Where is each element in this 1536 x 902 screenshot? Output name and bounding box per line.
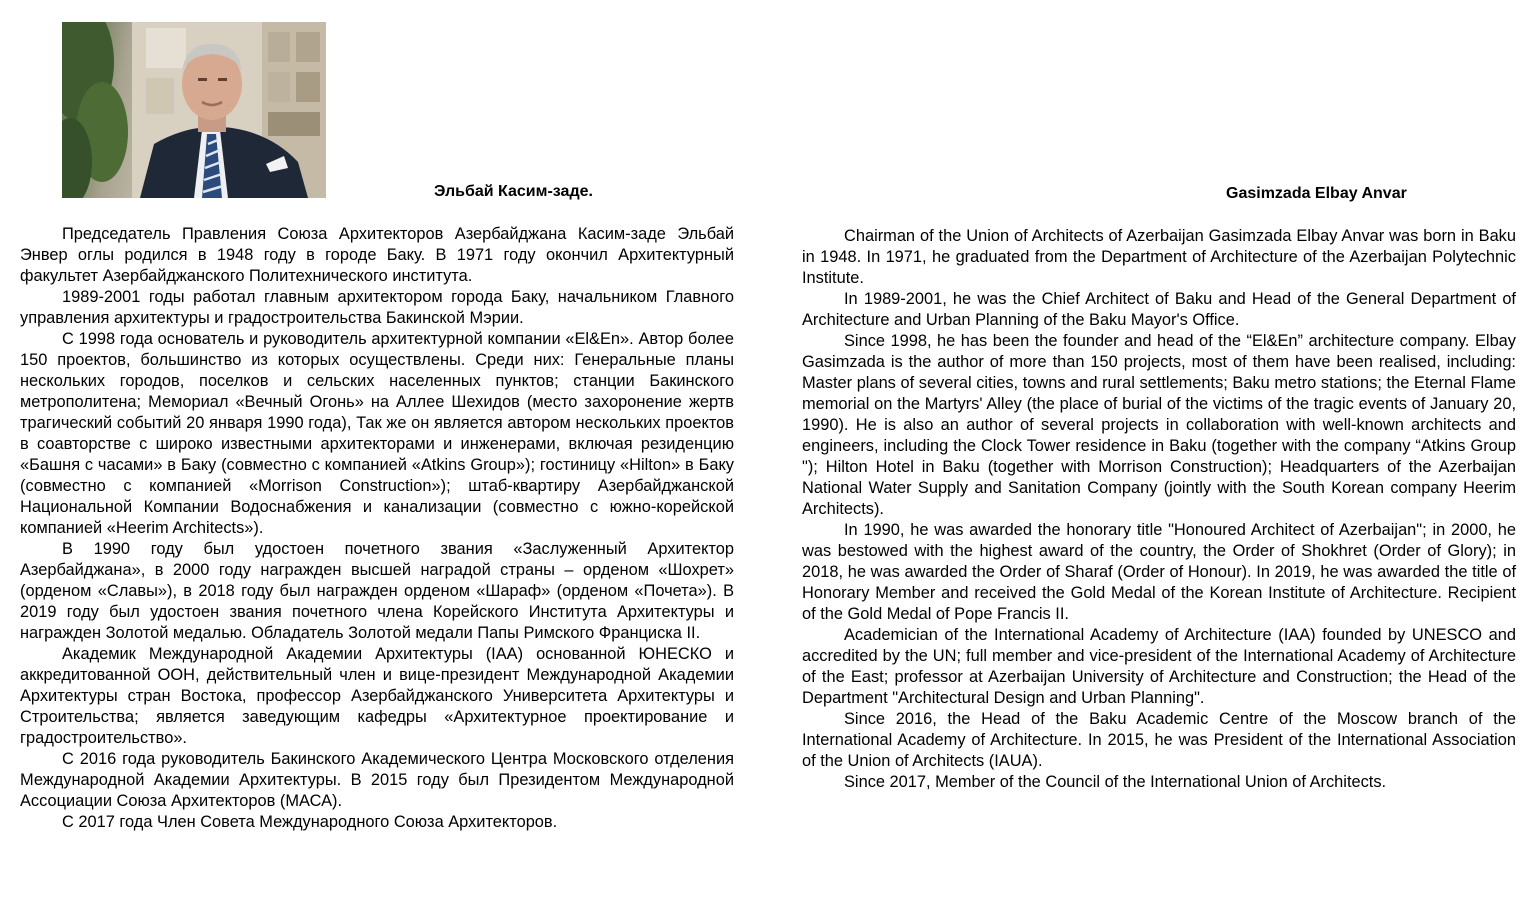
- paragraph: С 1998 года основатель и руководитель архитектурной компании «El&En». Автор более 150 проектов, большинство из которых осуществлены. Среди них: Генеральные планы нескольких городов, поселков и сельских населенных пунктов; станции Бакинского метрополитена; Мемориал «Вечный Огонь» на Аллее Шехидов (место захоронение жертв трагический событий 20 января 1990 года), Так же он является автором нескольких проектов в соавторстве с широко известными архитекторами и инженерами, включая резиденцию «Башня с часами» в Баку (совместно с компанией «Atkins Group»); гостиницу «Hilton» в Баку (совместно с компанией «Morrison Construction»); штаб-квартиру Азербайджанской Национальной Компании Водоснабжения и канализации (совместно с южно-корейской компанией «Heerim Architects»).: [20, 330, 734, 537]
- paragraph: Chairman of the Union of Architects of Azerbaijan Gasimzada Elbay Anvar was born in Baku in 1948. In 1971, he graduated from the Department of Architecture of the Azerbaijan Polytechnic Institute.: [802, 227, 1516, 287]
- paragraph: Академик Международной Академии Архитектуры (IAA) основанной ЮНЕСКО и аккредитованной ООН, действительный член и вице-президент Международной Академии Архитектуры стран Востока, профессор Азербайджанского Университета Архитектуры и Строительства; является заведующим кафедры «Архитектурное проектирование и градостроительство».: [20, 645, 734, 747]
- paragraph: С 2017 года Член Совета Международного Союза Архитекторов.: [62, 813, 558, 831]
- paragraph: С 2016 года руководитель Бакинского Академического Центра Московского отделения Международной Академии Архитектуры. В 2015 году был Президентом Международной Ассоциации Союза Архитекторов (МАСА).: [20, 750, 734, 810]
- paragraph: 1989-2001 годы работал главным архитектором города Баку, начальником Главного управления архитектуры и градостроительства Бакинской Мэрии.: [20, 288, 734, 327]
- portrait-illustration: [62, 22, 326, 198]
- english-biography: [802, 226, 1516, 793]
- english-title: Gasimzada Elbay Anvar: [1226, 185, 1407, 202]
- paragraph: Председатель Правления Союза Архитекторов Азербайджана Касим-заде Эльбай Энвер оглы родился в 1948 году в городе Баку. В 1971 году окончил Архитектурный факультет Азербайджанского Политехнического института.: [20, 225, 734, 285]
- paragraph: Since 2016, the Head of the Baku Academic Centre of the Moscow branch of the International Academy of Architecture. In 2015, he was President of the International Association of the Union of Architects (IAUA).: [802, 710, 1516, 770]
- paragraph: In 1989-2001, he was the Chief Architect of Baku and Head of the General Department of Architecture and Urban Planning of the Baku Mayor's Office.: [802, 290, 1516, 329]
- portrait-photo: [62, 22, 326, 198]
- russian-title: Эльбай Касим-заде.: [434, 183, 593, 200]
- paragraph: In 1990, he was awarded the honorary title "Honoured Architect of Azerbaijan"; in 2000, he was bestowed with the highest award of the country, the Order of Shokhret (Order of Glory); in 2018, he was awarded the Order of Sharaf (Order of Honour). In 2019, he was awarded the title of Honorary Member and received the Gold Medal of the Korean Institute of Architecture. Recipient of the Gold Medal of Pope Francis II.: [802, 521, 1516, 623]
- paragraph: В 1990 году был удостоен почетного звания «Заслуженный Архитектор Азербайджана», в 2000 году награжден высшей наградой страны – орденом «Шохрет» (орденом «Славы»), в 2018 году был награжден орденом «Шараф» (орденом «Почета»). В 2019 году был удостоен звания почетного члена Корейского Института Архитектуры и награжден Золотой медалью. Обладатель Золотой медали Папы Римского Франциска II.: [20, 540, 734, 642]
- paragraph: Academician of the International Academy of Architecture (IAA) founded by UNESCO and accredited by the UN; full member and vice-president of the International Academy of Architecture of the East; professor at Azerbaijan University of Architecture and Construction; the Head of the Department "Architectural Design and Urban Planning".: [802, 626, 1516, 707]
- russian-biography: [20, 224, 734, 833]
- paragraph: Since 1998, he has been the founder and head of the “El&En” architecture company. Elbay Gasimzada is the author of more than 150 projects, most of them have been realised, including: Master plans of several cities, towns and rural settlements; Baku metro stations; the Eternal Flame memorial on the Martyrs' Alley (the place of burial of the victims of the tragic events of January 20, 1990). He is also an author of several projects in collaboration with well-known architects and engineers, including the Clock Tower residence in Baku (together with the company “Atkins Group "); Hilton Hotel in Baku (together with Morrison Construction); Headquarters of the Azerbaijan National Water Supply and Sanitation Company (jointly with the South Korean company Heerim Architects).: [802, 332, 1516, 518]
- paragraph: Since 2017, Member of the Council of the International Union of Architects.: [844, 773, 1387, 791]
